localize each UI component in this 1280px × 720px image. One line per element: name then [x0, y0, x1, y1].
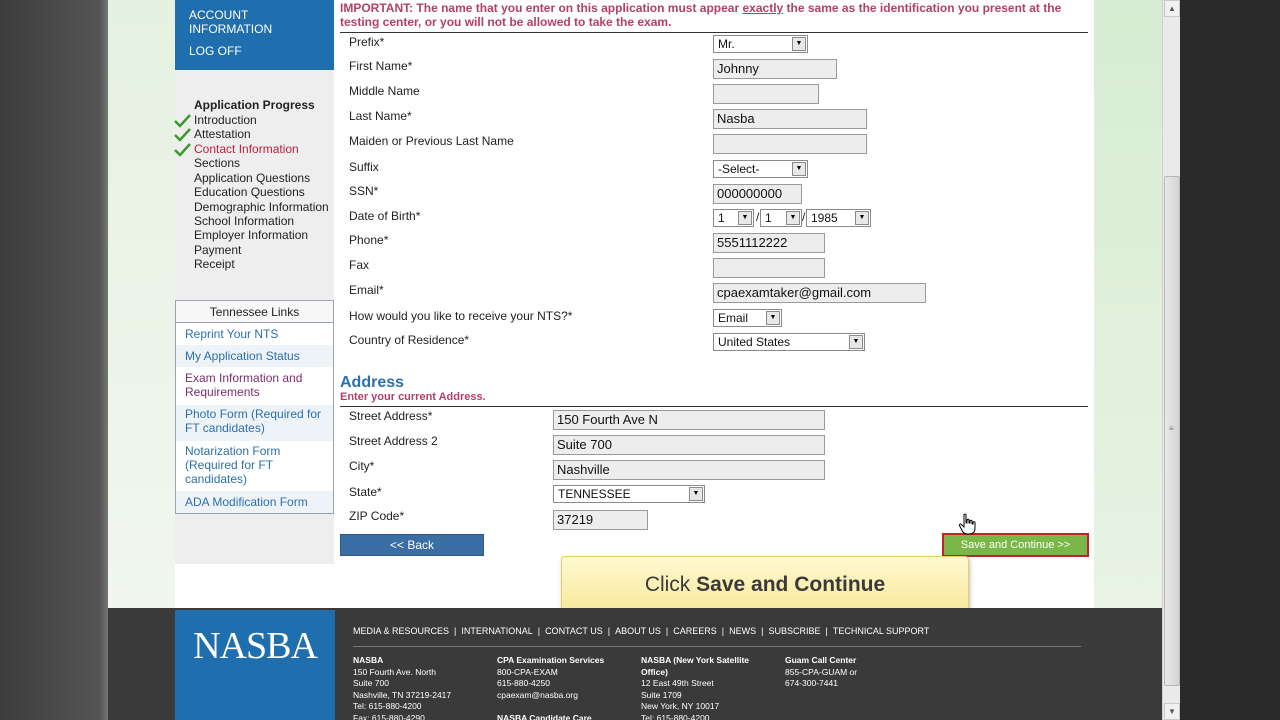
footer-nav-separator: | — [825, 626, 828, 636]
page-background-right — [1094, 0, 1162, 608]
dob-month-value: 1 — [718, 211, 725, 225]
section-divider — [340, 32, 1088, 33]
email-input[interactable]: cpaexamtaker@gmail.com — [713, 283, 926, 303]
callout-emphasis: Save and Continue — [696, 573, 886, 596]
footer-nav-separator: | — [761, 626, 764, 636]
link-ada-modification[interactable]: ADA Modification Form — [176, 491, 333, 513]
middle-name-label: Middle Name — [349, 84, 420, 98]
phone-label: Phone* — [349, 233, 389, 247]
fax-label: Fax — [349, 258, 370, 272]
important-notice-prefix: IMPORTANT: The name that you enter on this application must appear — [340, 1, 743, 15]
footer-line: Tel: 615-880-4200 — [641, 712, 710, 720]
footer-line: Suite 700 — [353, 678, 389, 688]
footer-nav-separator: | — [537, 626, 541, 636]
back-button[interactable]: << Back — [340, 534, 484, 556]
footer-nav-link[interactable]: INTERNATIONAL — [461, 626, 533, 636]
scroll-up-arrow-icon[interactable]: ▲ — [1164, 0, 1180, 17]
street-address-2-input[interactable]: Suite 700 — [553, 435, 825, 455]
footer-line: 150 Fourth Ave. North — [353, 666, 437, 677]
footer-col-title: CPA Examination Services — [497, 655, 605, 665]
chevron-down-icon: ▼ — [792, 37, 806, 51]
first-name-input[interactable]: Johnny — [713, 59, 837, 79]
footer-logo-panel — [175, 610, 335, 720]
account-menu — [175, 0, 334, 70]
city-input[interactable]: Nashville — [553, 460, 825, 480]
checkmark-icon — [174, 143, 191, 157]
footer-line: 674-300-7441 — [785, 678, 838, 688]
application-progress-title: Application Progress — [194, 98, 315, 112]
footer-line: Tel: 615-880-4200 — [353, 701, 422, 711]
country-label: Country of Residence* — [349, 333, 470, 347]
country-select[interactable] — [713, 333, 865, 351]
dob-day-value: 1 — [765, 211, 772, 225]
link-exam-information[interactable]: Exam Information and Requirements — [185, 371, 303, 399]
grip-icon: ≡ — [1169, 424, 1174, 433]
footer-nav-link[interactable]: SUBSCRIBE — [768, 626, 821, 636]
zip-code-input[interactable]: 37219 — [553, 510, 648, 530]
prefix-select[interactable] — [713, 35, 808, 53]
checkmark-icon — [174, 114, 191, 128]
chevron-down-icon: ▼ — [792, 162, 806, 176]
dob-separator: / — [756, 210, 760, 224]
email-label: Email* — [349, 283, 384, 297]
chevron-down-icon: ▼ — [766, 311, 780, 325]
footer-line: 800-CPA-EXAM — [497, 666, 558, 677]
chevron-down-icon: ▼ — [738, 211, 752, 225]
footer-nav-link[interactable]: MEDIA & RESOURCES — [353, 626, 450, 636]
footer-nav-separator: | — [665, 626, 669, 636]
footer-col-title: NASBA Candidate Care — [497, 712, 592, 720]
nasba-logo[interactable]: NASBA — [193, 625, 317, 667]
progress-step[interactable]: Receipt — [194, 257, 235, 271]
middle-name-input[interactable] — [713, 84, 819, 104]
country-value: United States — [718, 335, 791, 349]
footer-line: Nashville, TN 37219-2417 — [353, 689, 452, 700]
page-background-left — [0, 0, 108, 720]
city-label: City* — [349, 459, 375, 473]
page-background-far-right — [1180, 0, 1280, 720]
instruction-callout — [561, 556, 969, 614]
progress-step[interactable]: Education Questions — [194, 185, 305, 199]
dob-year-value: 1985 — [811, 211, 838, 225]
chevron-down-icon: ▼ — [786, 211, 800, 225]
dob-year-select[interactable] — [806, 209, 871, 227]
save-and-continue-button[interactable]: Save and Continue >> — [942, 533, 1089, 557]
footer-nav-link[interactable]: TECHNICAL SUPPORT — [832, 626, 930, 636]
footer-col-cpa-exam-services — [497, 655, 604, 720]
footer-nav-separator: | — [607, 626, 611, 636]
footer-col-new-york-office — [641, 655, 761, 720]
footer-col-title: Guam Call Center — [785, 655, 857, 665]
scroll-thumb[interactable] — [1164, 176, 1180, 686]
hand-cursor-icon — [958, 513, 978, 535]
street-address-label: Street Address* — [349, 409, 433, 423]
footer-nav-link[interactable]: CAREERS — [673, 626, 717, 636]
progress-step[interactable]: Payment — [194, 243, 242, 257]
address-section-subtitle: Enter your current Address. — [340, 391, 486, 403]
account-information-link[interactable]: ACCOUNT INFORMATION — [189, 8, 273, 36]
footer-col-title: NASBA (New York Satellite Office) — [641, 655, 750, 677]
tennessee-links-title: Tennessee Links — [176, 301, 333, 323]
footer-line: 615-880-4250 — [497, 678, 550, 688]
first-name-label: First Name* — [349, 59, 413, 73]
checkmark-icon — [174, 128, 191, 142]
important-notice — [340, 1, 1088, 29]
nts-delivery-label: How would you like to receive your NTS?* — [349, 309, 573, 323]
footer-nav-link[interactable]: CONTACT US — [545, 626, 603, 636]
important-notice-emphasis: exactly — [742, 1, 784, 15]
footer-col-guam-call-center — [785, 655, 857, 690]
maiden-name-label: Maiden or Previous Last Name — [349, 134, 514, 148]
address-section-title: Address — [340, 374, 405, 391]
footer-line: New York, NY 10017 — [641, 701, 720, 711]
zip-code-label: ZIP Code* — [349, 509, 405, 523]
progress-step[interactable]: Sections — [194, 156, 241, 170]
callout-prefix: Click — [644, 573, 697, 596]
footer-nav-separator: | — [721, 626, 725, 636]
progress-step[interactable]: Application Questions — [194, 171, 311, 185]
ssn-label: SSN* — [349, 184, 379, 198]
state-value: TENNESSEE — [558, 487, 631, 501]
chevron-down-icon: ▼ — [689, 487, 703, 501]
footer-nav-link[interactable]: NEWS — [729, 626, 757, 636]
page-left-strip — [108, 0, 175, 608]
log-off-link[interactable]: LOG OFF — [189, 44, 242, 58]
footer-line: 12 East 49th Street — [641, 678, 714, 688]
footer-email-link[interactable]: cpaexam@nasba.org — [497, 689, 578, 700]
footer-divider — [353, 646, 1081, 647]
last-name-label: Last Name* — [349, 109, 412, 123]
dob-separator: / — [802, 210, 806, 224]
dob-day-select[interactable] — [760, 209, 802, 227]
state-select[interactable] — [553, 485, 705, 503]
footer-nav-separator: | — [454, 626, 457, 636]
chevron-down-icon: ▼ — [849, 335, 863, 349]
nts-delivery-value: Email — [718, 311, 749, 325]
dob-label: Date of Birth* — [349, 209, 421, 223]
prefix-label: Prefix* — [349, 35, 385, 49]
link-reprint-nts[interactable]: Reprint Your NTS — [185, 327, 279, 341]
maiden-name-input[interactable] — [713, 134, 867, 154]
link-photo-form[interactable]: Photo Form (Required for FT candidates) — [176, 405, 333, 441]
street-address-input[interactable]: 150 Fourth Ave N — [553, 410, 825, 430]
street-address-2-label: Street Address 2 — [349, 434, 438, 448]
address-divider — [340, 406, 1088, 407]
link-notarization-form[interactable]: Notarization Form (Required for FT candidates) — [185, 444, 281, 486]
progress-step[interactable]: School Information — [194, 214, 295, 228]
phone-input[interactable]: 5551112222 — [713, 233, 825, 253]
tennessee-links-panel — [175, 300, 334, 514]
fax-input[interactable] — [713, 258, 825, 278]
scroll-down-arrow-icon[interactable]: ▼ — [1164, 703, 1180, 720]
footer-col-nasba — [353, 655, 451, 720]
suffix-value: -Select- — [718, 162, 760, 176]
dob-month-select[interactable] — [713, 209, 754, 227]
nts-delivery-select[interactable] — [713, 309, 782, 327]
progress-step[interactable]: Attestation — [194, 127, 251, 141]
footer-nav — [353, 626, 929, 636]
prefix-value: Mr. — [718, 37, 735, 51]
footer-line: 855-CPA-GUAM or — [785, 666, 858, 677]
vertical-scrollbar[interactable] — [1162, 0, 1180, 720]
progress-step[interactable]: Demographic Information — [194, 200, 329, 214]
suffix-label: Suffix — [349, 160, 379, 174]
chevron-down-icon: ▼ — [855, 211, 869, 225]
footer-col-title: NASBA — [353, 655, 384, 665]
progress-step[interactable]: Employer Information — [194, 228, 309, 242]
footer-line: Fax: 615-880-4290 — [353, 712, 425, 720]
link-application-status[interactable]: My Application Status — [176, 345, 333, 367]
important-notice-suffix: the same as the identification you present at the testing center, or you will not be allowed to take the exam. — [340, 1, 1062, 29]
state-label: State* — [349, 485, 382, 499]
last-name-input[interactable]: Nasba — [713, 109, 867, 129]
footer-line: Suite 1709 — [641, 689, 682, 700]
footer-nav-link[interactable]: ABOUT US — [615, 626, 661, 636]
suffix-select[interactable] — [713, 160, 808, 178]
progress-step[interactable]: Contact Information — [194, 142, 299, 156]
progress-step[interactable]: Introduction — [194, 113, 257, 127]
ssn-input[interactable]: 000000000 — [713, 184, 802, 204]
